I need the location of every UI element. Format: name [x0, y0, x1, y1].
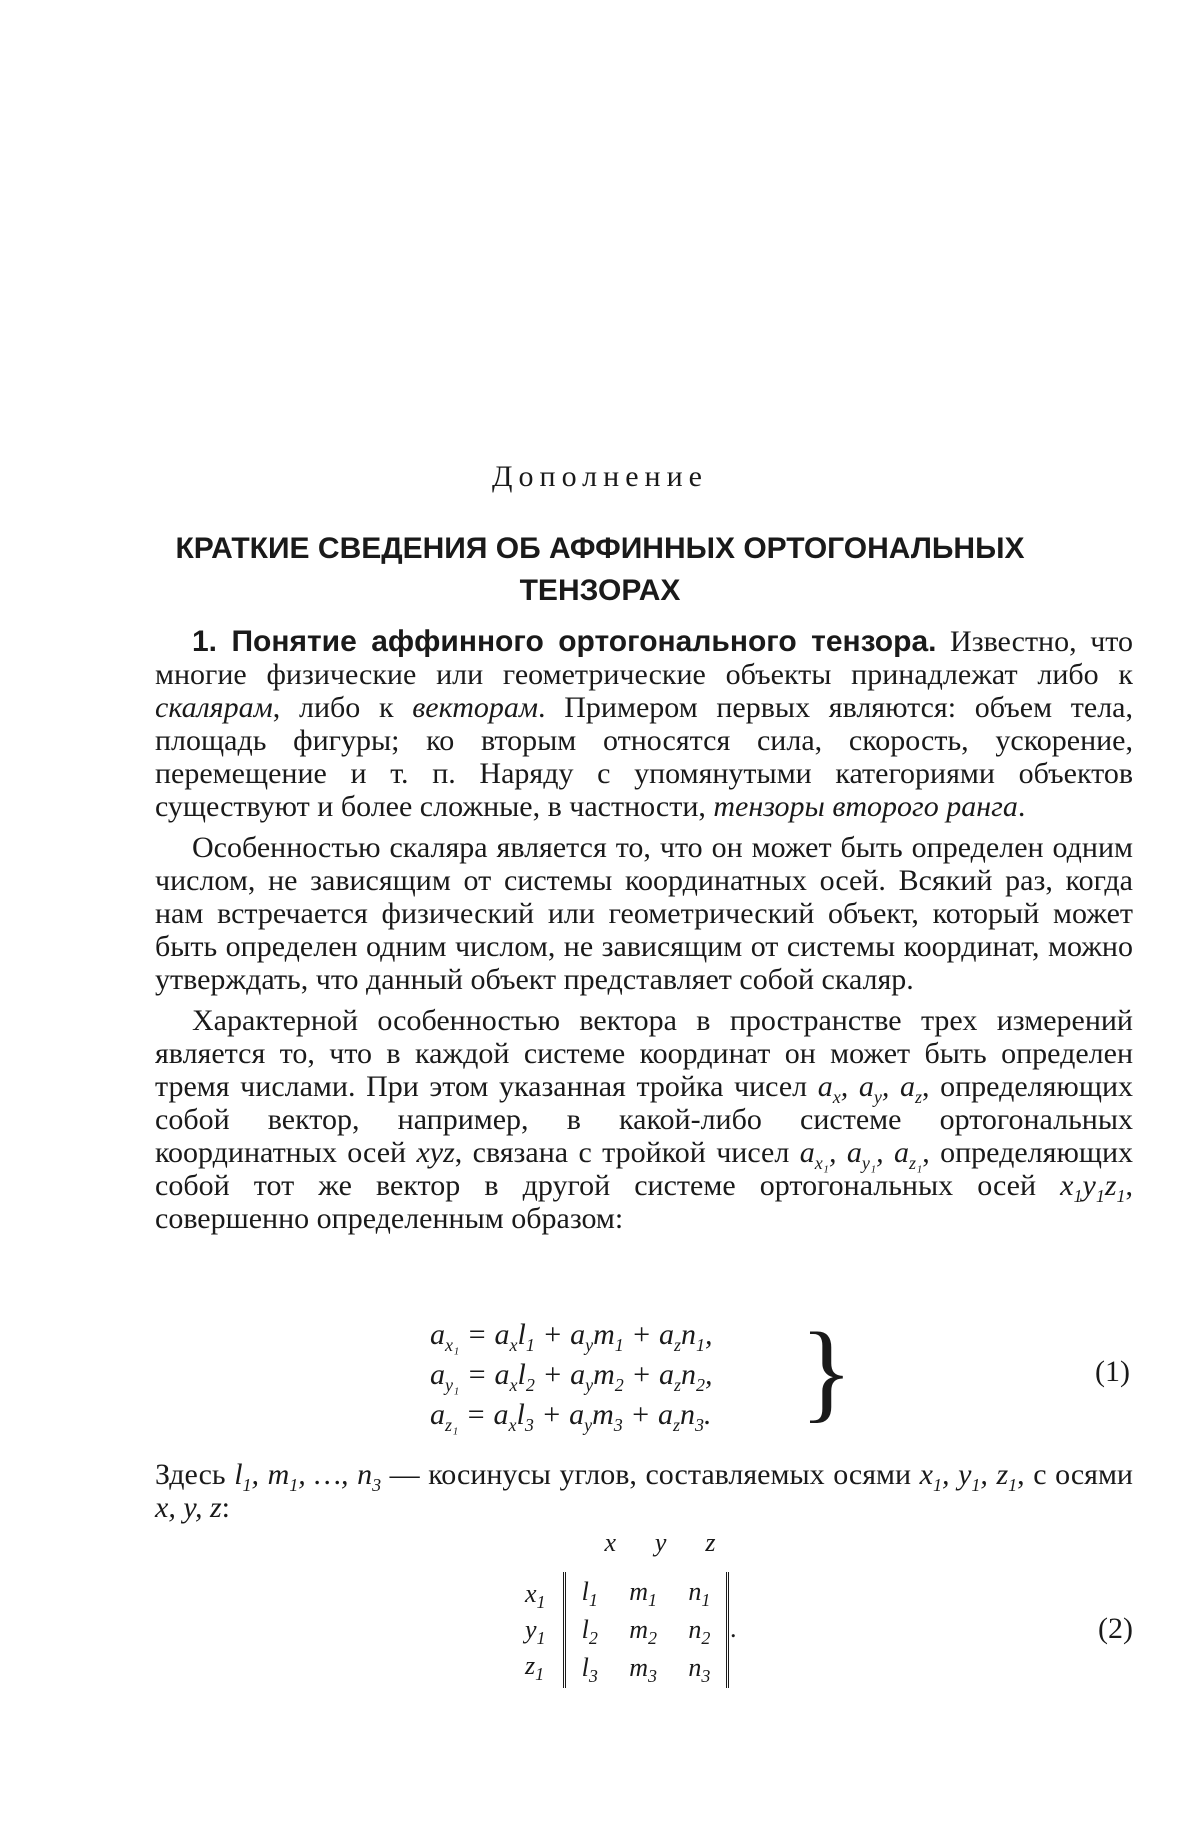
- page-title: [120, 528, 1080, 612]
- paragraph-4: Здесь $l_1$, $m_1$, …, $n_3$ — косинусы углов, составляемых осями $x_1$, $y_1$, $z_1$, с осями x, y, z:: [155, 1458, 1133, 1524]
- matrix-body: $l_1$ $m_1$ $n_1$ $l_2$ $m_2$ $n_2$ $l_3$ $m_3$ $n_3$: [563, 1572, 729, 1688]
- title-line-1: КРАТКИЕ СВЕДЕНИЯ ОБ АФФИННЫХ ОРТОГОНАЛЬНЫХ: [175, 532, 1025, 565]
- paragraph-1: 1. Понятие аффинного ортогонального тензора. Известно, что многие физические или геометрические объекты принадлежат либо к скалярам, либо к векторам. Примером первых являются: объем тела, площадь фигуры; ко вторым относятся сила, скорость, ускорение, перемещение и т. п. Наряду с упомянутыми категориями объектов существуют и более сложные, в частности, тензоры второго ранга.: [155, 625, 1133, 823]
- paragraph-3: Характерной особенностью вектора в пространстве трех измерений является то, что в каждой системе координат он может быть определен тремя числами. При этом указанная тройка чисел $a_x$, $a_y$, $a_z$, определяющих собой вектор, например, в какой-либо системе ортогональных координатных осей xyz, связана с тройкой чисел $a_{x_1}$, $a_{y_1}$, $a_{z_1}$, определяющих собой тот же вектор в другой системе ортогональных осей $x_1y_1z_1$, совершенно определенным образом:: [155, 1004, 1134, 1235]
- matrix-column-headers: x y z: [604, 1528, 716, 1557]
- paragraph-2: Особенностью скаляра является то, что он может быть определен одним числом, не зависящим от системы координатных осей. Всякий раз, когда нам встречается физический или геометрический объект, который может быть определен одним числом, не зависящим от системы координат, можно утверждать, что данный объект представляет собой скаляр.: [155, 831, 1133, 996]
- appendix-label: Дополнение: [492, 460, 708, 493]
- body-text: [155, 625, 1133, 1243]
- section-heading: 1. Понятие аффинного ортогонального тензора.: [192, 625, 937, 658]
- equation-2-number: (2): [1098, 1612, 1133, 1645]
- equation-1-lines: $a_{x_1} = a_xl_1 + a_ym_1 + a_zn_1$, $a_{y_1} = a_xl_2 + a_ym_2 + a_zn_2$, $a_{z_1} = a_xl_3 + a_ym_3 + a_zn_3$.: [430, 1318, 713, 1435]
- equation-1-number: (1): [1095, 1355, 1130, 1388]
- document-page: Дополнение КРАТКИЕ СВЕДЕНИЯ ОБ АФФИННЫХ ОРТОГОНАЛЬНЫХ ТЕНЗОРАХ 1. Понятие аффинного ортогонального тензора. Известно, что многие физические или геометрические объекты принадлежат либо к скалярам, либо к векторам. Примером первых являются: объем тела, площадь фигуры; ко вторым относятся сила, скорость, ускорение, перемещение и т. п. Наряду с упомянутыми категориями объектов существуют и более сложные, в частности, тензоры второго ранга. Особенностью скаляра является то, что он может быть определен одним числом, не зависящим от системы координатных осей. Всякий раз, когда нам встречается физический или геометрический объект, который может быть определен одним числом, не зависящим от системы координат, можно утверждать, что данный объект представляет собой скаляр. Характерной особенностью вектора в пространстве трех измерений является то, что в каждой системе координат он может быть определен тремя числами. При этом указанная тройка чисел $a_x$, $a_y$, $a_z$, определяющих собой вектор, например, в какой-либо системе ортогональных координатных осей xyz, связана с тройкой чисел $a_{x_1}$, $a_{y_1}$, $a_{z_1}$, определяющих собой тот же вектор в другой системе ортогональных осей $x_1y_1z_1$, совершенно определенным образом: $a_{x_1} = a_xl_1 + a_ym_1 + a_zn_1$, $a_{y_1} = a_xl_2 + a_ym_2 + a_zn_2$, $a_{z_1} = a_xl_3 + a_ym_3 + a_zn_3$. } (1) Здесь $l_1$, $m_1$, …, $n_3$ — косинусы углов, составляемых осями $x_1$, $y_1$, $z_1$, с осями x, y, z: x y z $x_1$ $y_1$ $z_1$ $l_1$ $m_1$ $n_1$ $l_2$ $m_2$ $n_2$ $l_3$ $m_3$ $n_3$ . (2): [0, 0, 1200, 1831]
- equation-1: [430, 1310, 1130, 1435]
- title-line-2: ТЕНЗОРАХ: [519, 574, 681, 607]
- matrix-row-labels: $x_1$ $y_1$ $z_1$: [525, 1579, 546, 1685]
- right-brace: }: [800, 1310, 853, 1432]
